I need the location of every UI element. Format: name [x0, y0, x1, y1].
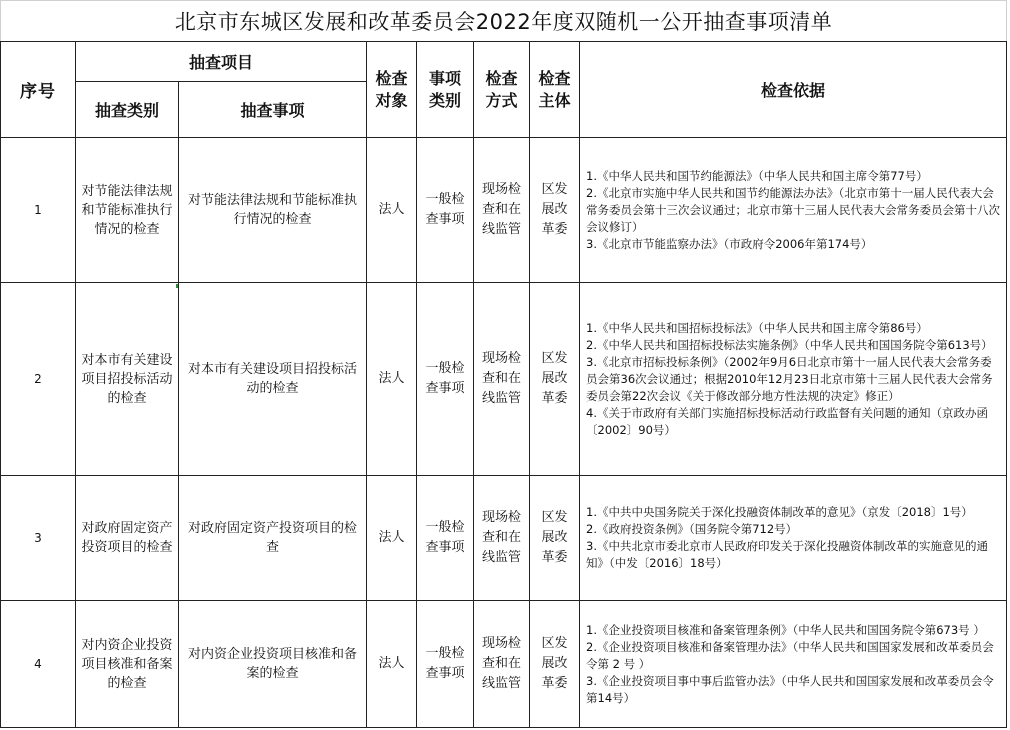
header-method-text: 检查方式 [485, 68, 518, 110]
cell-category: 对内资企业投资项目核准和备案的检查 [76, 601, 179, 728]
table-row [1, 138, 1007, 283]
cell-matter-type [417, 601, 474, 728]
basis-line: 1.《企业投资项目核准和备案管理条例》（中华人民共和国国务院令第673号 ） [586, 622, 985, 637]
cell-subject [530, 601, 580, 728]
basis-line: 1.《中共中央国务院关于深化投融资体制改革的意见》（京发〔2018〕1号） [586, 505, 973, 519]
basis-line: 3.《北京市节能监察办法》（市政府令2006年第174号） [586, 236, 873, 251]
header-subject [530, 42, 580, 138]
table-row [1, 283, 1007, 476]
cell-matter-type [417, 138, 474, 283]
cell-basis [580, 283, 1007, 476]
basis-line: 4.《关于市政府有关部门实施招标投标活动行政监督有关问题的通知（京政办函〔2002〕90号） [586, 405, 988, 437]
header-subject-text: 检查主体 [538, 68, 571, 110]
cell-subject-text: 区发展改革委 [541, 182, 568, 237]
cell-category: 对政府固定资产投资项目的检查 [76, 476, 179, 601]
cell-method-text: 现场检查和在线监管 [481, 182, 521, 237]
cell-method [474, 283, 530, 476]
header-matter-type [417, 42, 474, 138]
basis-line: 1.《中华人民共和国招标投标法》（中华人民共和国主席令第86号） [586, 320, 928, 335]
cell-category: 对本市有关建设项目招投标活动的检查 [76, 283, 179, 476]
cell-object: 法人 [367, 283, 417, 476]
header-object-text: 检查对象 [375, 68, 408, 110]
header-seq: 序号 [1, 42, 76, 138]
cell-subject [530, 476, 580, 601]
cell-basis [580, 476, 1007, 601]
cell-matter-type-text: 一般检查事项 [425, 646, 465, 681]
cell-matter-type [417, 476, 474, 601]
basis-line: 3.《中共北京市委北京市人民政府印发关于深化投融资体制改革的实施意见的通知》（中发〔2016〕18号） [586, 539, 988, 570]
cell-method-text: 现场检查和在线监管 [481, 510, 521, 565]
cell-seq: 1 [1, 138, 76, 283]
cell-matter: 对节能法律法规和节能标准执行情况的检查 [179, 138, 367, 283]
basis-line: 2.《北京市实施中华人民共和国节约能源法办法》（北京市第十一届人民代表大会常务委员会第十三次会议通过；北京市第十三届人民代表大会常务委员会第十八次会议修订） [586, 185, 1000, 234]
cell-basis [580, 138, 1007, 283]
cell-basis [580, 601, 1007, 728]
cell-subject-text: 区发展改革委 [541, 636, 568, 691]
cell-subject-text: 区发展改革委 [541, 351, 568, 406]
header-matter-type-text: 事项类别 [428, 68, 461, 110]
header-item-group: 抽查项目 [76, 42, 367, 82]
cell-seq: 2 [1, 283, 76, 476]
header-basis: 检查依据 [580, 42, 1007, 138]
cell-matter: 对本市有关建设项目招投标活动的检查 [179, 283, 367, 476]
cell-subject-text: 区发展改革委 [541, 510, 568, 565]
cell-object: 法人 [367, 138, 417, 283]
cell-subject [530, 283, 580, 476]
table-row [1, 601, 1007, 728]
header-object [367, 42, 417, 138]
cell-object: 法人 [367, 601, 417, 728]
basis-line: 1.《中华人民共和国节约能源法》（中华人民共和国主席令第77号） [586, 168, 928, 183]
basis-line: 3.《企业投资项目事中事后监管办法》（中华人民共和国国家发展和改革委员会令第14号） [586, 673, 994, 705]
cell-subject [530, 138, 580, 283]
basis-line: 3.《北京市招标投标条例》（2002年9月6日北京市第十一届人民代表大会常务委员会第36次会议通过；根据2010年12月23日北京市第十三届人民代表大会常务委员会第22次会议《关于修改部分地方性法规的决定》修正） [586, 354, 993, 403]
basis-line: 2.《中华人民共和国招标投标法实施条例》（中华人民共和国国务院令第613号） [586, 337, 993, 352]
page-title: 北京市东城区发展和改革委员会2022年度双随机一公开抽查事项清单 [1, 1, 1007, 42]
selected-cell-marker [176, 284, 178, 288]
basis-line: 2.《企业投资项目核准和备案管理办法》（中华人民共和国国家发展和改革委员会令第 2 号 ） [586, 639, 994, 671]
cell-method-text: 现场检查和在线监管 [481, 636, 521, 691]
cell-matter-type-text: 一般检查事项 [425, 192, 465, 227]
cell-object: 法人 [367, 476, 417, 601]
cell-method [474, 601, 530, 728]
basis-line: 2.《政府投资条例》（国务院令第712号） [586, 522, 798, 536]
cell-method-text: 现场检查和在线监管 [481, 351, 521, 406]
cell-method [474, 476, 530, 601]
cell-matter-type-text: 一般检查事项 [425, 361, 465, 396]
table-row [1, 476, 1007, 601]
cell-matter: 对内资企业投资项目核准和备案的检查 [179, 601, 367, 728]
cell-matter-type-text: 一般检查事项 [425, 520, 465, 555]
header-method [474, 42, 530, 138]
header-category: 抽查类别 [76, 82, 179, 138]
cell-seq: 3 [1, 476, 76, 601]
cell-matter-type [417, 283, 474, 476]
cell-matter: 对政府固定资产投资项目的检查 [179, 476, 367, 601]
cell-category: 对节能法律法规和节能标准执行情况的检查 [76, 138, 179, 283]
cell-method [474, 138, 530, 283]
header-matter: 抽查事项 [179, 82, 367, 138]
cell-seq: 4 [1, 601, 76, 728]
